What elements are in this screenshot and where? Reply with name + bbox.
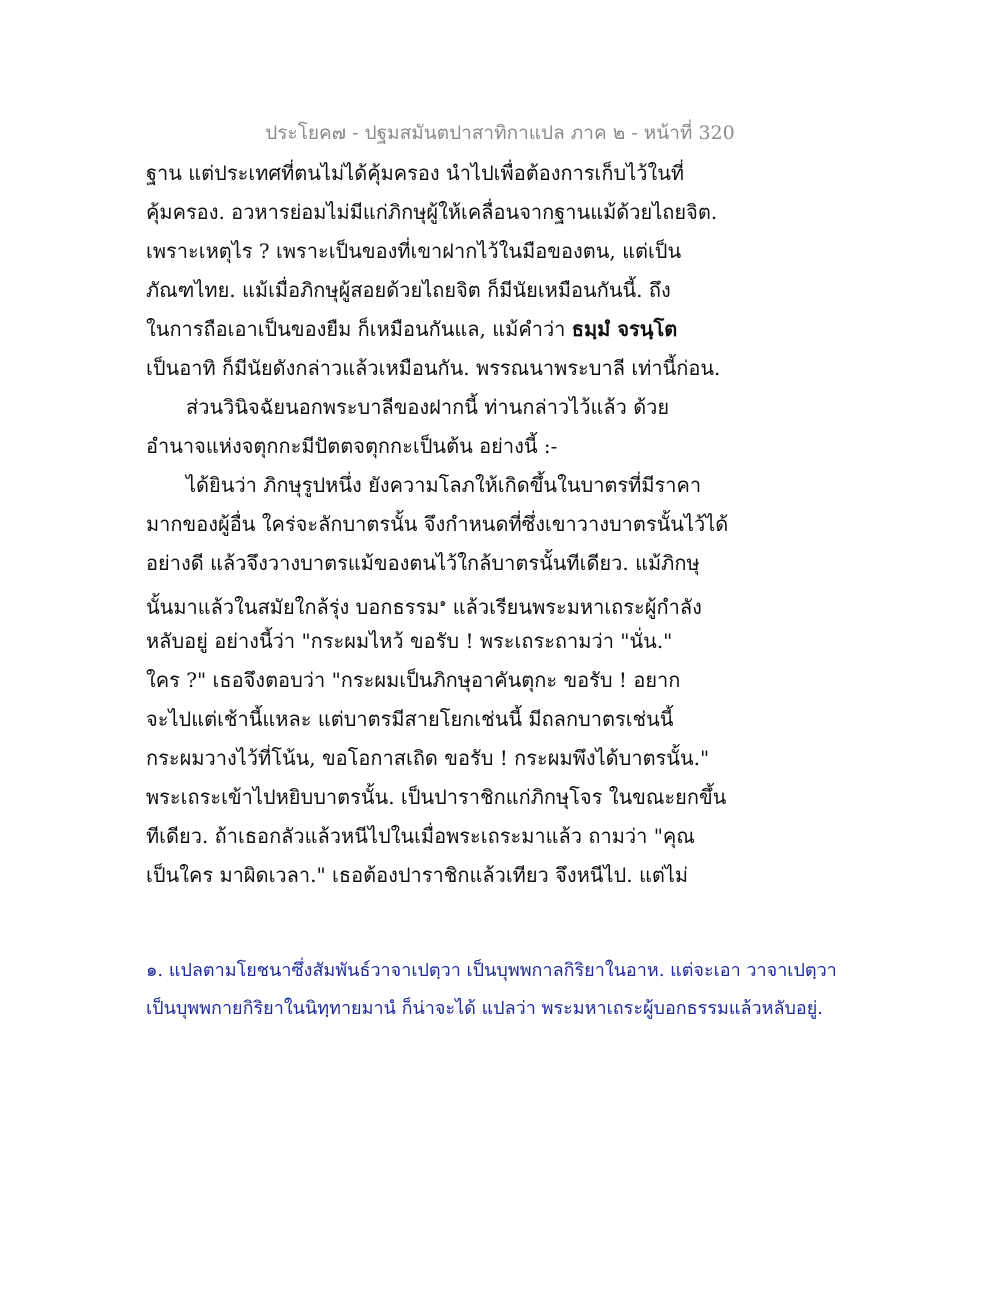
text-line: อย่างดี แล้วจึงวางบาตรแม้ของตนไว้ใกล้บาตรนั้นทีเดียว. แม้ภิกษุ bbox=[146, 551, 700, 575]
text-line: ใคร ?" เธอจึงตอบว่า "กระผมเป็นภิกษุอาคันตุกะ ขอรับ ! อยาก bbox=[146, 668, 681, 692]
text-line: ภัณฑไทย. แม้เมื่อภิกษุผู้สอยด้วยไถยจิต ก็มีนัยเหมือนกันนี้. ถึง bbox=[146, 278, 671, 302]
paragraph-start: ได้ยินว่า ภิกษุรูปหนึ่ง ยังความโลภให้เกิดขึ้นในบาตรที่มีราคา bbox=[186, 473, 702, 497]
footnote-section bbox=[146, 952, 837, 1028]
text-line: กระผมวางไว้ที่โน้น, ขอโอกาสเถิด ขอรับ ! กระผมพึงได้บาตรนั้น." bbox=[146, 746, 710, 770]
text-line: เพราะเหตุไร ? เพราะเป็นของที่เขาฝากไว้ในมือของตน, แต่เป็น bbox=[146, 239, 682, 263]
text-line: ฐาน แต่ประเทศที่ตนไม่ได้คุ้มครอง นำไปเพื่อต้องการเก็บไว้ในที่ bbox=[146, 161, 685, 185]
pali-term: ธมฺมํ จรนฺโต bbox=[571, 317, 678, 341]
text-line: อำนาจแห่งจตุกกะมีปัตตจตุกกะเป็นต้น อย่างนี้ :- bbox=[146, 434, 558, 458]
text-line bbox=[146, 583, 726, 622]
text-line: พระเถระเข้าไปหยิบบาตรนั้น. เป็นปาราชิกแก่ภิกษุโจร ในขณะยกขึ้น bbox=[146, 785, 727, 809]
text-line: เป็นใคร มาผิดเวลา." เธอต้องปาราชิกแล้วเทียว จึงหนีไป. แต่ไม่ bbox=[146, 863, 689, 887]
text-line bbox=[146, 310, 726, 349]
footnote-line: ๑. แปลตามโยชนาซึ่งสัมพันธ์วาจาเปตฺวา เป็นบุพพกาลกิริยาในอาห. แต่จะเอา วาจาเปตฺวา bbox=[146, 960, 837, 981]
text-segment: แล้วเรียนพระมหาเถระผู้กำลัง bbox=[446, 595, 702, 619]
text-line: คุ้มครอง. อวหารย่อมไม่มีแก่ภิกษุผู้ให้เคลื่อนจากฐานแม้ด้วยไถยจิต. bbox=[146, 200, 718, 224]
footnote-marker: ๑ bbox=[439, 596, 447, 609]
text-line: จะไปแต่เช้านี้แหละ แต่บาตรมีสายโยกเช่นนี้ มีถลกบาตรเช่นนี้ bbox=[146, 707, 674, 731]
text-line: หลับอยู่ อย่างนี้ว่า "กระผมไหว้ ขอรับ ! พระเถระถามว่า "นั่น." bbox=[146, 629, 673, 653]
text-segment: ในการถือเอาเป็นของยืม ก็เหมือนกันแล, แม้คำว่า bbox=[146, 317, 566, 341]
text-segment: นั้นมาแล้วในสมัยใกล้รุ่ง บอกธรรม bbox=[146, 595, 440, 619]
paragraph-start: ส่วนวินิจฉัยนอกพระบาลีของฝากนี้ ท่านกล่าวไว้แล้ว ด้วย bbox=[186, 395, 670, 419]
text-line: เป็นอาทิ ก็มีนัยดังกล่าวแล้วเหมือนกัน. พรรณนาพระบาลี เท่านี้ก่อน. bbox=[146, 356, 721, 380]
text-line: ทีเดียว. ถ้าเธอกลัวแล้วหนีไปในเมื่อพระเถระมาแล้ว ถามว่า "คุณ bbox=[146, 824, 695, 848]
main-text bbox=[146, 154, 729, 895]
footnote-line: เป็นบุพพกายกิริยาในนิทฺทายมานํ ก็น่าจะได้ แปลว่า พระมหาเถระผู้บอกธรรมแล้วหลับอยู่. bbox=[146, 998, 824, 1019]
text-line: มากของผู้อื่น ใคร่จะลักบาตรนั้น จึงกำหนดที่ซึ่งเขาวางบาตรนั้นไว้ได้ bbox=[146, 512, 729, 536]
running-header: ประโยค๗ - ปฐมสมันตปาสาทิกาแปล ภาค ๒ - หน้าที่ 320 bbox=[265, 122, 735, 144]
